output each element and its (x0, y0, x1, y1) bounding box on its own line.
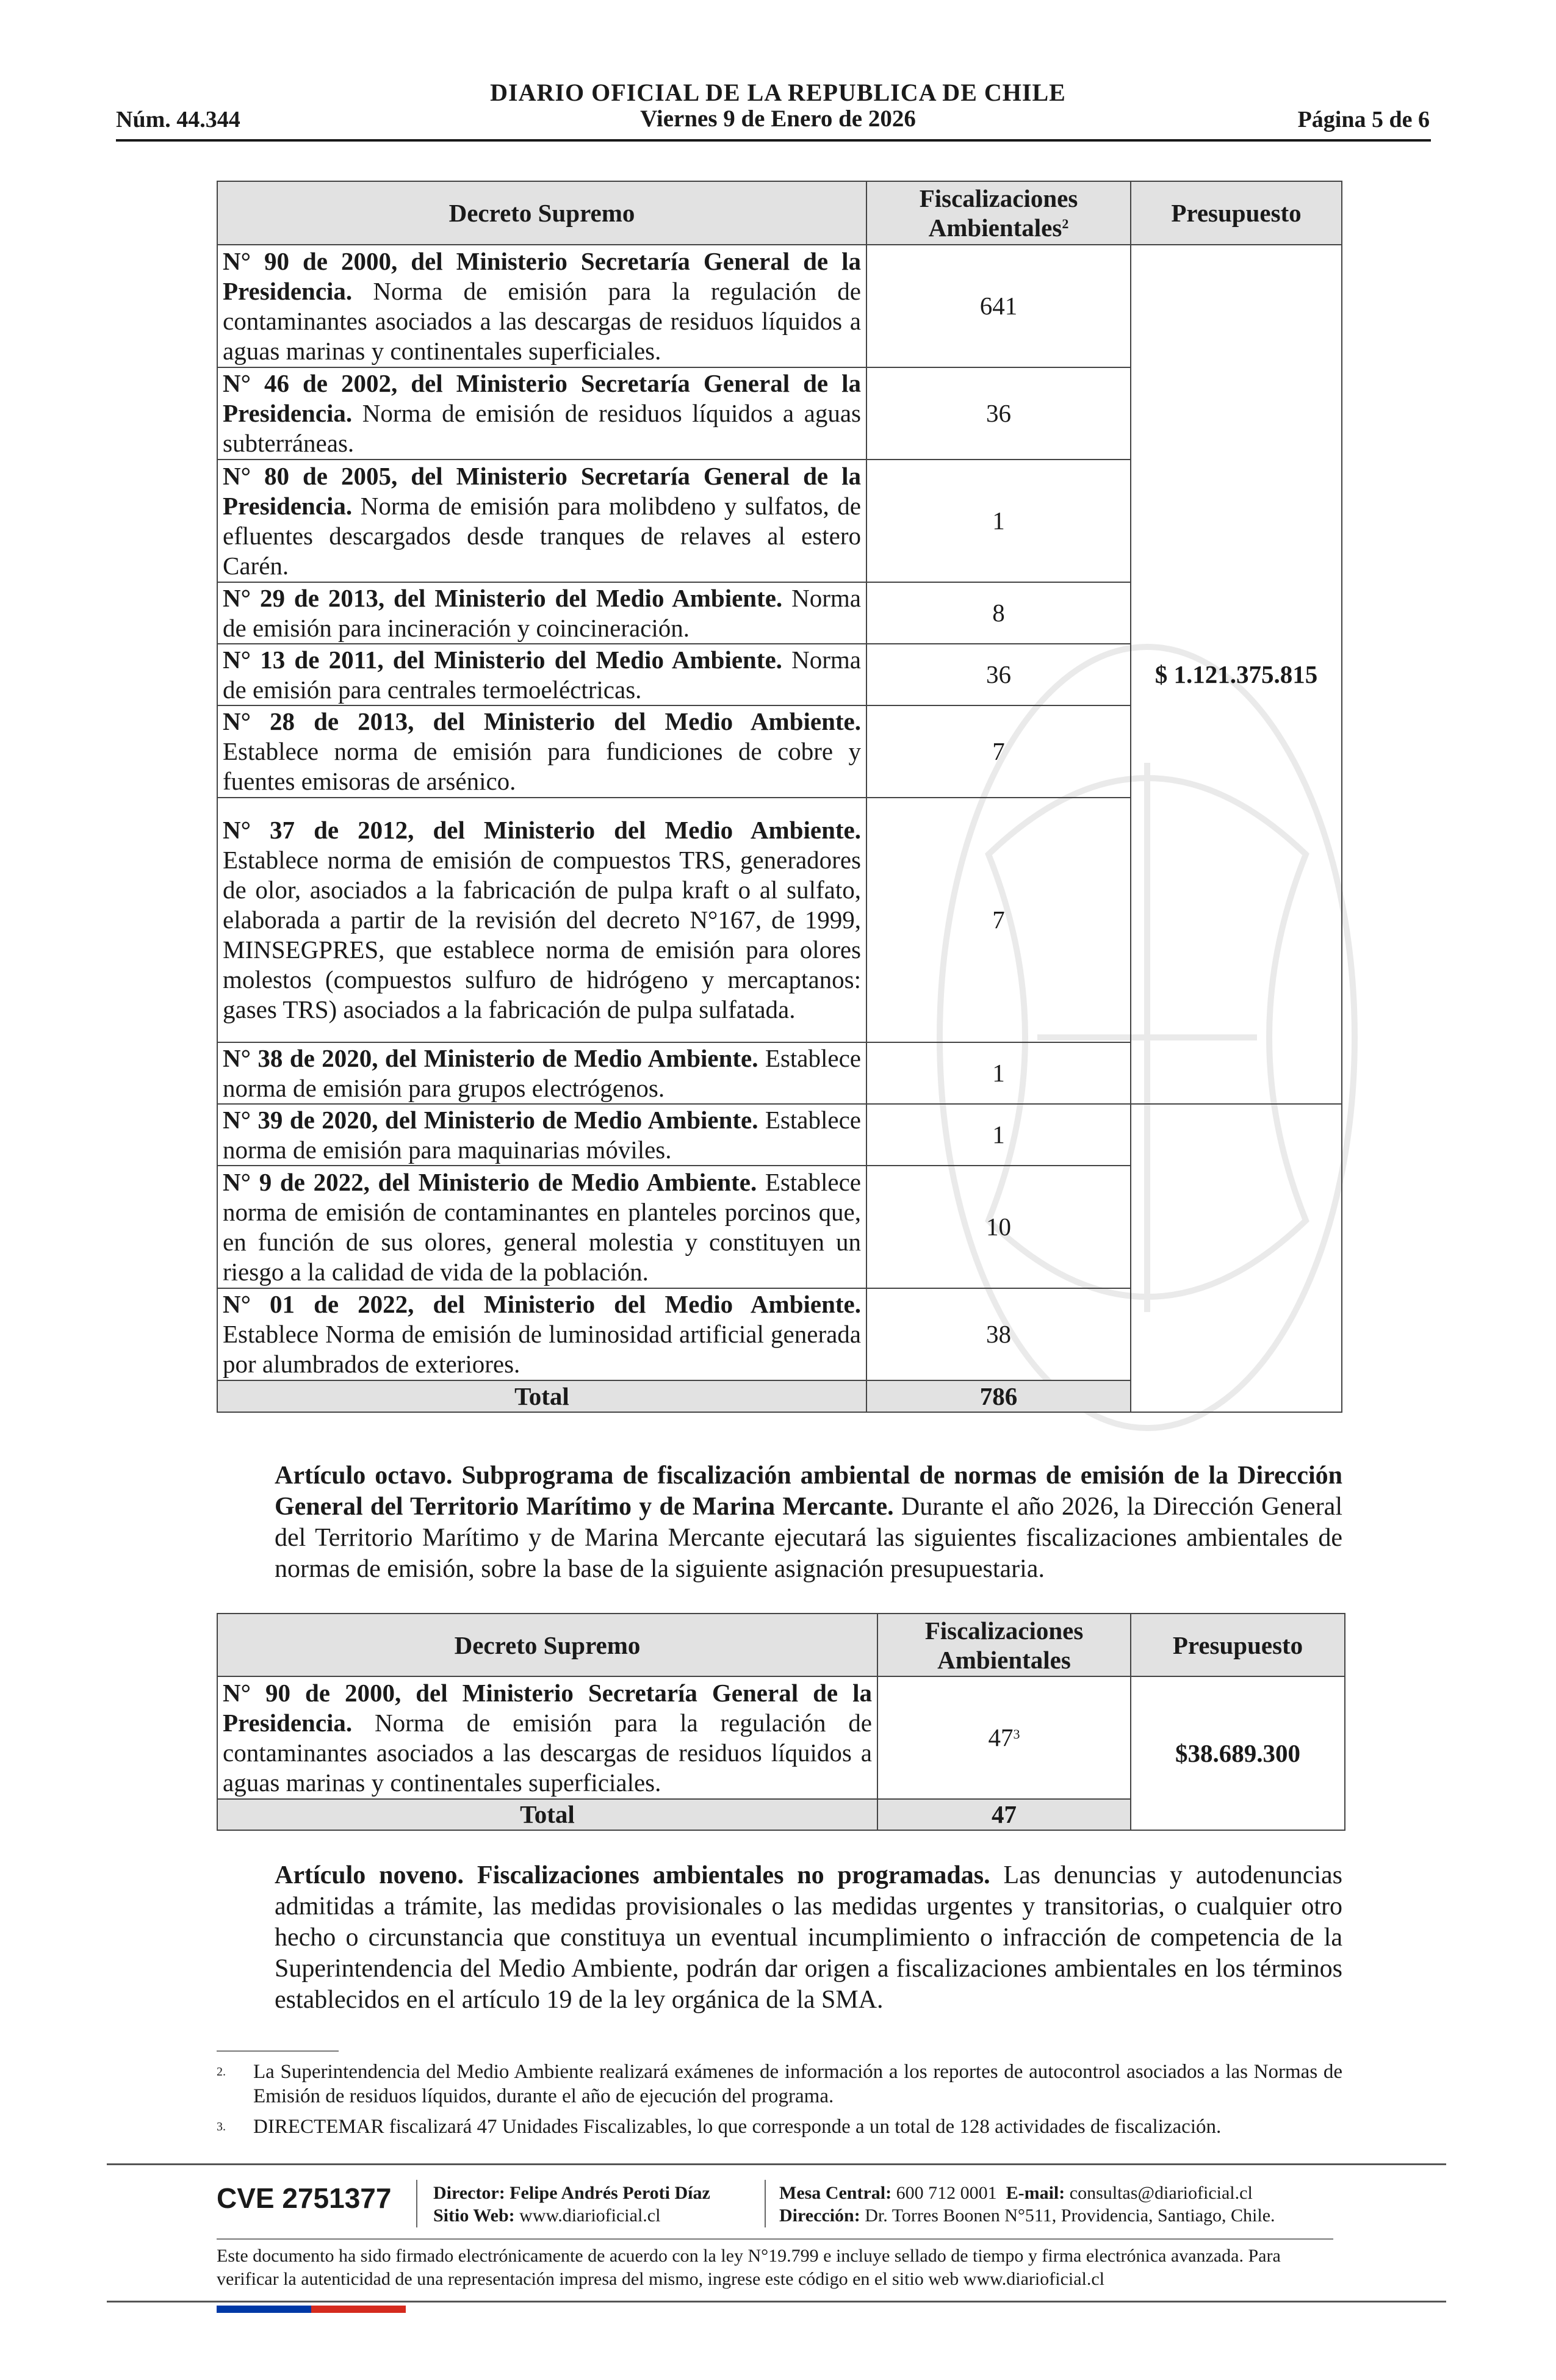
footnote-mark: 2. (217, 2065, 226, 2079)
footnote-text: La Superintendencia del Medio Ambiente realizará exámenes de información a los reportes de autocontrol asociados a las Normas de Emisión de residuos líquidos, durante el año de ejecución del programa. (253, 2061, 1342, 2107)
footer-contact-block: Mesa Central: 600 712 0001 E-mail: consultas@diarioficial.cl Dirección: Dr. Torres Boonen N°511, Providencia, Santiago, Chile. (779, 2183, 1275, 2226)
director-name: Felipe Andrés Peroti Díaz (510, 2183, 710, 2203)
table-row (217, 1676, 1345, 1799)
col-header-audits: Fiscalizaciones Ambientales (877, 1614, 1131, 1676)
newspaper-title: DIARIO OFICIAL DE LA REPUBLICA DE CHILE (490, 79, 1066, 106)
col-header-budget: Presupuesto (1131, 181, 1342, 245)
decree-cell: N° 38 de 2020, del Ministerio de Medio Ambiente. Establece norma de emisión para grupos electrógenos. (217, 1042, 866, 1104)
footnote-text: DIRECTEMAR fiscalizará 47 Unidades Fiscalizables, lo que corresponde a un total de 128 actividades de fiscalización. (253, 2116, 1222, 2138)
decree-cell: N° 28 de 2013, del Ministerio del Medio Ambiente. Establece norma de emisión para fundiciones de cobre y fuentes emisoras de arsénico. (217, 705, 866, 798)
article-octavo (217, 1460, 1342, 1585)
audits-cell: 38 (866, 1288, 1131, 1380)
audits-cell: 641 (866, 245, 1131, 367)
decree-cell: N° 13 de 2011, del Ministerio del Medio Ambiente. Norma de emisión para centrales termoeléctricas. (217, 644, 866, 705)
footer-rule-bottom (107, 2301, 1446, 2302)
issue-number: Núm. 44.344 (116, 107, 240, 132)
budget-cell: $ 1.121.375.815 (1131, 245, 1342, 1104)
header-rule (116, 139, 1431, 142)
email-link[interactable]: consultas@diarioficial.cl (1069, 2183, 1253, 2203)
audits-cell: 10 (866, 1166, 1131, 1288)
footnote-rule (217, 2050, 339, 2052)
audits-cell: $47^3$ (877, 1676, 1131, 1799)
footnote-3 (217, 2115, 1342, 2139)
flag-stripe-red (311, 2306, 406, 2313)
footer-separator (765, 2180, 766, 2227)
col-header-audits: Fiscalizaciones Ambientales$^2$ (866, 181, 1131, 245)
page-indicator: Página 5 de 6 (1297, 107, 1430, 132)
total-value: 47 (877, 1799, 1131, 1830)
total-label: Total (217, 1380, 866, 1412)
phone-number: 600 712 0001 (896, 2183, 997, 2203)
table-row (217, 1104, 1342, 1166)
footer-website-link[interactable]: www.diarioficial.cl (519, 2205, 661, 2226)
decree-cell: N° 01 de 2022, del Ministerio del Medio Ambiente. Establece Norma de emisión de luminosidad artificial generada por alumbrados de exteriores. (217, 1288, 866, 1380)
decree-cell: N° 90 de 2000, del Ministerio Secretaría General de la Presidencia. Norma de emisión para la regulación de contaminantes asociados a las descargas de residuos líquidos a aguas marinas y continentales superficiales. (217, 1676, 877, 1799)
footnote-mark: 3. (217, 2120, 226, 2133)
address: Dr. Torres Boonen N°511, Providencia, Santiago, Chile. (865, 2205, 1275, 2226)
article-noveno-body: Las denuncias y autodenuncias admitidas a trámite, las medidas provisionales o las medidas urgentes y transitorias, o cualquier otro hecho o circunstancia que constituya un eventual incumplimiento o infracción de competencia de la Superintendencia del Medio Ambiente, podrán dar origen a fiscalizaciones ambientales en los términos establecidos en el artículo 19 de la ley orgánica de la SMA. (275, 1861, 1342, 2014)
footer-rule-middle (217, 2238, 1333, 2240)
col-header-budget: Presupuesto (1131, 1614, 1345, 1676)
audits-cell: 1 (866, 460, 1131, 582)
table-header-row (217, 181, 1342, 245)
article-noveno (217, 1860, 1342, 2016)
audits-cell: 36 (866, 367, 1131, 460)
footer-director-block: Director: Felipe Andrés Peroti Díaz Sitio Web: www.diarioficial.cl (433, 2183, 710, 2226)
audits-cell: 7 (866, 798, 1131, 1042)
issue-date: Viernes 9 de Enero de 2026 (640, 106, 916, 132)
flag-stripe-blue (217, 2306, 311, 2313)
article-octavo-heading: Artículo octavo. Subprograma de fiscalización ambiental de normas de emisión de la Dirección General del Territorio Marítimo y de Marina Mercante. (275, 1462, 1342, 1521)
decree-cell: N° 80 de 2005, del Ministerio Secretaría General de la Presidencia. Norma de emisión para molibdeno y sulfatos, de efluentes descargados desde tranques de relaves al estero Carén. (217, 460, 866, 582)
decree-cell: N° 29 de 2013, del Ministerio del Medio Ambiente. Norma de emisión para incineración y coincineración. (217, 582, 866, 644)
table-header-row (217, 1614, 1345, 1676)
audits-cell: 1 (866, 1104, 1131, 1166)
col-header-decree: Decreto Supremo (217, 1614, 877, 1676)
footer-separator (416, 2180, 417, 2227)
decree-cell: N° 9 de 2022, del Ministerio de Medio Ambiente. Establece norma de emisión de contaminantes en planteles porcinos que, en función de sus olores, general molestia y constituyen un riesgo a la calidad de vida de la población. (217, 1166, 866, 1288)
decree-cell: N° 39 de 2020, del Ministerio de Medio Ambiente. Establece norma de emisión para maquinarias móviles. (217, 1104, 866, 1166)
directemar-table (217, 1613, 1345, 1831)
signature-notice: Este documento ha sido firmado electrónicamente de acuerdo con la ley N°19.799 e incluye sellado de tiempo y firma electrónica avanzada. Para verificar la autenticidad de una representación impresa del mismo, ingrese este código en el sitio web www.diarioficial.cl (217, 2246, 1281, 2289)
decree-cell: N° 37 de 2012, del Ministerio del Medio Ambiente. Establece norma de emisión de compuestos TRS, generadores de olor, asociados a la fabricación de pulpa kraft o al sulfato, elaborada a partir de la revisión del decreto N°167, de 1999, MINSEGPRES, que establece norma de emisión para olores molestos (compuestos sulfuro de hidrógeno y mercaptanos: gases TRS) asociados a la fabricación de pulpa sulfatada. (217, 798, 866, 1042)
audits-cell: 36 (866, 644, 1131, 705)
table-row (217, 245, 1342, 367)
empty-budget-cell (1131, 1104, 1342, 1412)
footer-rule-top (107, 2163, 1446, 2165)
cve-code: CVE 2751377 (217, 2182, 392, 2214)
audits-cell: 1 (866, 1042, 1131, 1104)
col-header-decree: Decreto Supremo (217, 181, 866, 245)
article-octavo-body: Durante el año 2026, la Dirección General del Territorio Marítimo y de Marina Mercante ejecutará las siguientes fiscalizaciones ambientales de normas de emisión, sobre la base de la siguiente asignación presupuestaria. (275, 1493, 1342, 1583)
total-value: 786 (866, 1380, 1131, 1412)
decree-cell: N° 90 de 2000, del Ministerio Secretaría General de la Presidencia. Norma de emisión para la regulación de contaminantes asociados a las descargas de residuos líquidos a aguas marinas y continentales superficiales. (217, 245, 866, 367)
total-label: Total (217, 1799, 877, 1830)
budget-cell: $38.689.300 (1131, 1676, 1345, 1830)
decree-cell: N° 46 de 2002, del Ministerio Secretaría General de la Presidencia. Norma de emisión de residuos líquidos a aguas subterráneas. (217, 367, 866, 460)
audits-cell: 7 (866, 705, 1131, 798)
article-noveno-heading: Artículo noveno. Fiscalizaciones ambientales no programadas. (275, 1861, 990, 1889)
emission-standards-table (217, 181, 1342, 1413)
footnote-ref: 3 (1013, 1726, 1020, 1742)
audits-cell: 8 (866, 582, 1131, 644)
footnote-ref: 2 (1062, 216, 1069, 231)
footnote-2 (217, 2060, 1342, 2108)
